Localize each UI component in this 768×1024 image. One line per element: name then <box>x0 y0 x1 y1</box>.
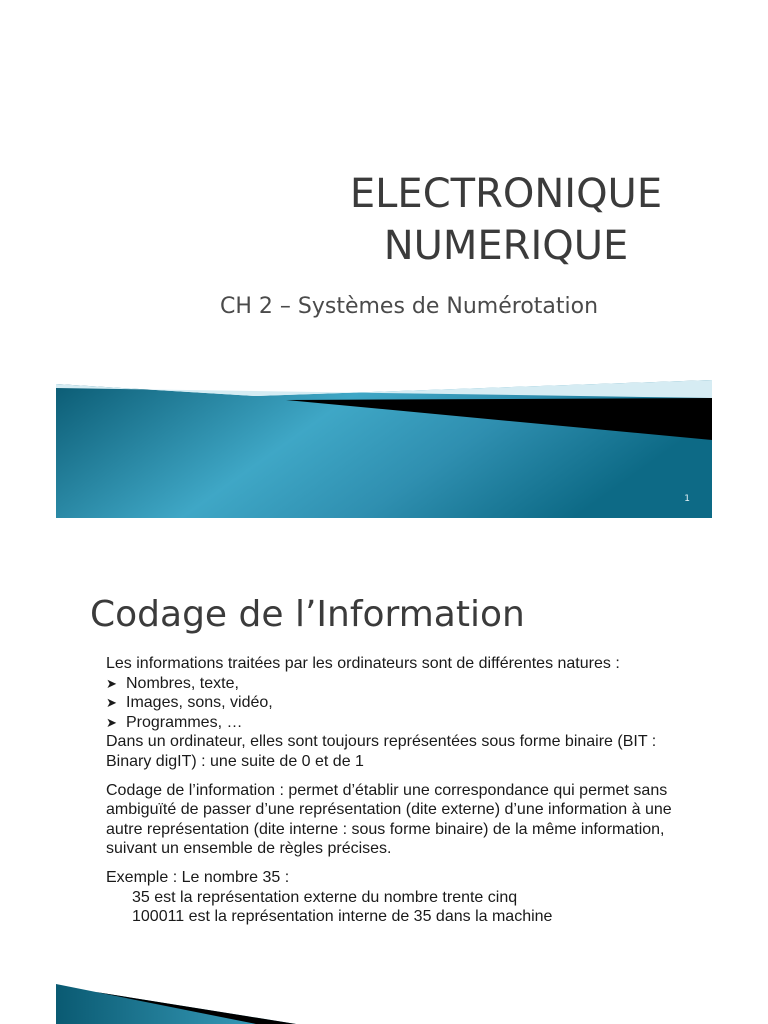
arrow-bullet-icon: ➤ <box>106 695 117 711</box>
title-slide <box>56 0 712 518</box>
decorative-banner <box>56 378 712 518</box>
list-item-text: Programmes, … <box>126 713 243 731</box>
example-label: Exemple : Le nombre 35 : <box>106 868 290 886</box>
list-item <box>106 713 696 733</box>
corner-teal-area <box>56 984 296 1024</box>
list-item <box>106 674 696 694</box>
content-slide <box>56 558 712 1024</box>
content-slide-body <box>106 654 696 927</box>
arrow-bullet-icon: ➤ <box>106 714 117 730</box>
example-line: 35 est la représentation externe du nombre trente cinq <box>132 888 518 906</box>
slide-subtitle: CH 2 – Systèmes de Numérotation <box>220 294 599 319</box>
list-item <box>106 693 696 713</box>
content-slide-title: Codage de l’Information <box>90 594 525 635</box>
decorative-corner-banner <box>56 984 316 1024</box>
slide-title-line-2: NUMERIQUE <box>383 223 629 269</box>
coding-definition-paragraph: Codage de l’information : permet d’établir une correspondance qui permet sans ambiguïté de passer d’une représentation (dite externe) d’une information à une autre représentation (dite interne : sous forme binaire) de la même information, suivant un ensemble de règles précises. <box>106 781 672 858</box>
slide-number: 1 <box>684 494 690 504</box>
list-item-text: Images, sons, vidéo, <box>126 694 273 712</box>
list-item-text: Nombres, texte, <box>126 674 239 692</box>
slide-title-line-1: ELECTRONIQUE <box>349 171 663 217</box>
slide-title <box>306 168 706 272</box>
binary-paragraph: Dans un ordinateur, elles sont toujours représentées sous forme binaire (BIT : Binary digIT) : une suite de 0 et de 1 <box>106 733 657 770</box>
arrow-bullet-icon: ➤ <box>106 675 117 691</box>
example-line: 100011 est la représentation interne de 35 dans la machine <box>132 908 553 926</box>
intro-paragraph: Les informations traitées par les ordinateurs sont de différentes natures : <box>106 655 620 672</box>
